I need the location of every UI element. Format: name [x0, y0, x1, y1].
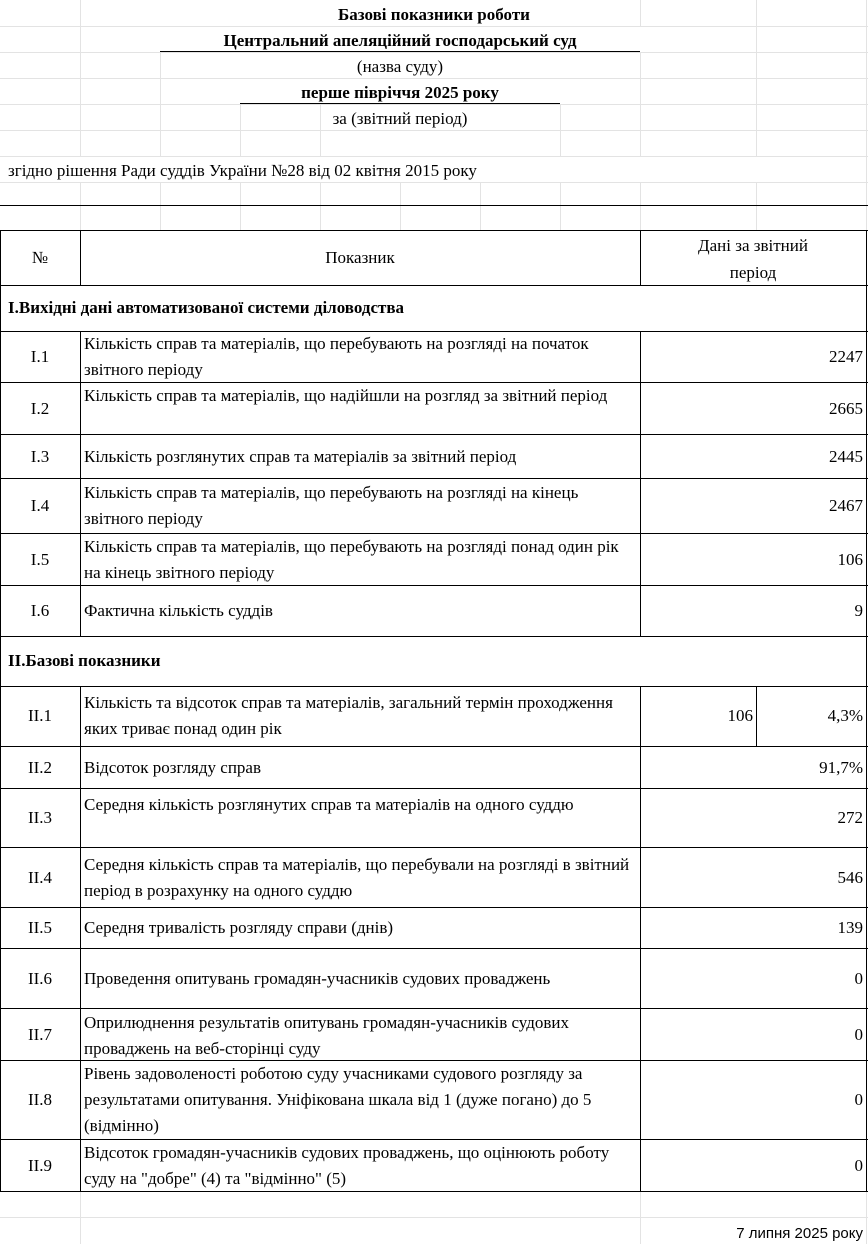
row-label: Кількість справ та матеріалів, що надійшли на розгляд за звітний період: [84, 386, 608, 405]
row-value: 272: [837, 808, 863, 827]
row-label: Середня тривалість розгляду справи (днів): [84, 918, 394, 937]
row-number: ІІ.7: [27, 1025, 53, 1044]
row-value: 2445: [829, 447, 863, 466]
row-number: ІІ.8: [27, 1090, 53, 1109]
row-label: Фактична кількість суддів: [84, 601, 273, 620]
row-number: І.5: [30, 550, 50, 569]
row-number: І.1: [30, 347, 50, 366]
row-number: І.2: [30, 399, 50, 418]
row-value: 106: [837, 550, 863, 569]
row-value: 2467: [829, 496, 863, 515]
row-label: Кількість справ та матеріалів, що перебувають на розгляді на початок звітного періоду: [84, 334, 589, 379]
row-label: Відсоток розгляду справ: [84, 758, 261, 777]
period-underline: [240, 103, 560, 104]
report-date: 7 липня 2025 року: [736, 1225, 863, 1242]
row-label: Оприлюднення результатів опитувань громадян-учасників судових проваджень на веб-сторінці суду: [84, 1013, 570, 1058]
row-label: Середня кількість справ та матеріалів, що перебували на розгляді в звітний період в розрахунку на одного суддю: [84, 855, 630, 900]
legal-basis: згідно рішення Ради суддів України №28 від 02 квітня 2015 року: [8, 161, 477, 180]
column-header-value: Дані за звітний період: [698, 236, 808, 282]
row-label: Рівень задоволеності роботою суду учасниками судового розгляду за результатами опитування. Уніфікована шкала від 1 (дуже погано) до 5 (відмінно): [84, 1064, 592, 1135]
row-label: Кількість розглянутих справ та матеріалів за звітний період: [84, 447, 517, 466]
row-value: 0: [854, 1090, 863, 1109]
row-value: 0: [854, 1025, 863, 1044]
row-number: ІІ.9: [27, 1156, 53, 1175]
row-value-percent: 4,3%: [827, 706, 863, 725]
row-value: 139: [837, 918, 863, 937]
section-title: І.Вихідні дані автоматизованої системи діловодства: [8, 298, 405, 317]
row-value: 2665: [829, 399, 863, 418]
row-number: І.6: [30, 601, 50, 620]
row-label: Кількість та відсоток справ та матеріалів, загальний термін проходження яких триває понад один рік: [84, 693, 613, 738]
row-value: 0: [854, 969, 863, 988]
document-title: Базові показники роботи: [338, 5, 530, 24]
row-label: Відсоток громадян-учасників судових проваджень, що оцінюють роботу суду на "добре" (4) та "відмінно" (5): [84, 1143, 610, 1188]
row-number: ІІ.6: [27, 969, 53, 988]
row-value: 0: [854, 1156, 863, 1175]
row-number: ІІ.3: [27, 808, 53, 827]
row-number: І.3: [30, 447, 50, 466]
row-number: І.4: [30, 496, 50, 515]
report-period: перше півріччя 2025 року: [301, 83, 499, 102]
row-label: Середня кількість розглянутих справ та матеріалів на одного суддю: [84, 795, 574, 814]
row-label: Кількість справ та матеріалів, що перебувають на розгляді на кінець звітного періоду: [84, 483, 579, 528]
row-number: ІІ.5: [27, 918, 53, 937]
row-number: ІІ.2: [27, 758, 53, 777]
row-value: 9: [854, 601, 863, 620]
row-value-count: 106: [727, 706, 753, 725]
period-caption: за (звітний період): [332, 109, 468, 128]
section-title: ІІ.Базові показники: [8, 651, 161, 670]
row-number: ІІ.4: [27, 868, 53, 887]
column-header-number: №: [31, 248, 49, 267]
court-name-underline: [160, 51, 640, 52]
row-label: Кількість справ та матеріалів, що перебувають на розгляді понад один рік на кінець звітного періоду: [84, 537, 619, 582]
court-name: Центральний апеляційний господарський суд: [223, 31, 577, 50]
column-header-indicator: Показник: [325, 248, 395, 267]
row-number: ІІ.1: [27, 706, 53, 725]
row-value: 2247: [829, 347, 863, 366]
row-value: 91,7%: [819, 758, 863, 777]
row-value: 546: [837, 868, 863, 887]
court-caption: (назва суду): [356, 57, 444, 76]
row-label: Проведення опитувань громадян-учасників судових проваджень: [84, 969, 551, 988]
